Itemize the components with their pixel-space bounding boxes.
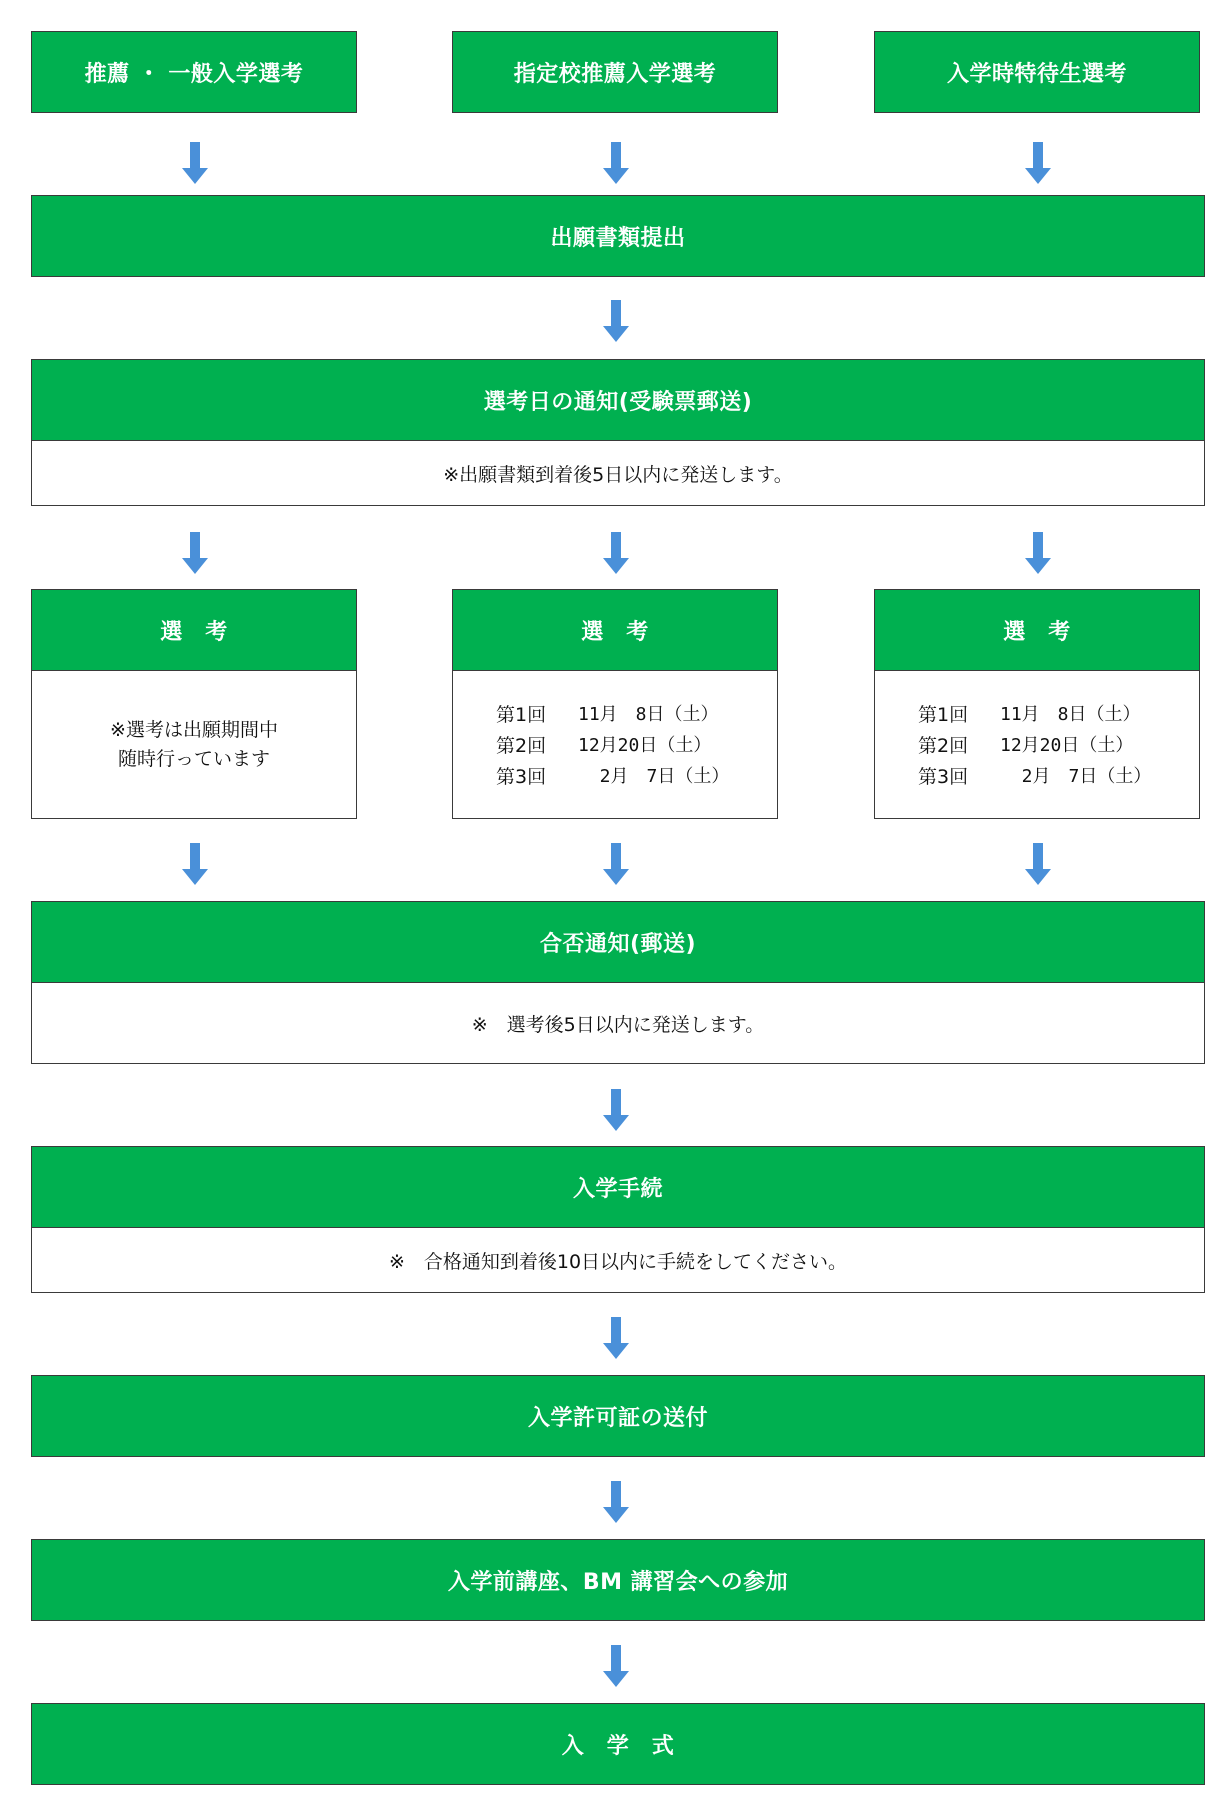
selection-body-1 [31, 670, 357, 819]
step-application-label: 出願書類提出 [550, 225, 686, 251]
step-pre-course-label: 入学前講座、BM 講習会への参加 [447, 1569, 789, 1595]
track-recommend-general-title: 推薦 ・ 一般入学選考 [84, 61, 304, 87]
schedule-round: 第3回 [496, 766, 547, 788]
selection-schedule [496, 700, 734, 789]
step-enrollment-label: 入学手続 [572, 1176, 663, 1202]
selection-body-3 [874, 670, 1200, 819]
track-scholarship [874, 31, 1200, 113]
step-result-notice-note [31, 982, 1205, 1064]
down-arrow-icon [603, 1645, 629, 1687]
down-arrow-icon [1025, 142, 1051, 184]
selection-body-2 [452, 670, 778, 819]
down-arrow-icon [603, 1481, 629, 1523]
step-application [31, 195, 1205, 277]
selection-title: 選 考 [1003, 619, 1071, 645]
track-scholarship-title: 入学時特待生選考 [946, 61, 1127, 87]
schedule-date: 11月 8日（土） [1000, 704, 1141, 725]
step-permit [31, 1375, 1205, 1457]
selection-header-3 [874, 589, 1200, 671]
schedule-date: 2月 7日（土） [1000, 766, 1152, 787]
step-pre-course [31, 1539, 1205, 1621]
track-recommend-general [31, 31, 357, 113]
step-exam-notice-label: 選考日の通知(受験票郵送) [483, 389, 753, 415]
down-arrow-icon [182, 532, 208, 574]
schedule-round: 第1回 [918, 704, 969, 726]
down-arrow-icon [1025, 532, 1051, 574]
down-arrow-icon [603, 532, 629, 574]
selection-anytime-note [110, 716, 278, 774]
schedule-date: 11月 8日（土） [578, 704, 719, 725]
step-ceremony-label: 入 学 式 [561, 1733, 675, 1759]
step-exam-notice [31, 359, 1205, 441]
step-enrollment-note-text: ※ 合格通知到着後10日以内に手続をしてください。 [388, 1250, 848, 1273]
selection-note-line2: 随時行っています [117, 747, 270, 770]
step-enrollment [31, 1146, 1205, 1228]
step-exam-notice-note [31, 440, 1205, 506]
step-result-notice-note-text: ※ 選考後5日以内に発送します。 [471, 1013, 765, 1036]
down-arrow-icon [1025, 843, 1051, 885]
down-arrow-icon [603, 142, 629, 184]
down-arrow-icon [603, 843, 629, 885]
selection-header-2 [452, 589, 778, 671]
selection-title: 選 考 [160, 619, 228, 645]
down-arrow-icon [182, 843, 208, 885]
step-exam-notice-note-text: ※出願書類到着後5日以内に発送します。 [443, 463, 793, 486]
track-designated-school-title: 指定校推薦入学選考 [513, 61, 717, 87]
down-arrow-icon [603, 1317, 629, 1359]
down-arrow-icon [603, 300, 629, 342]
track-designated-school [452, 31, 778, 113]
selection-title: 選 考 [581, 619, 649, 645]
schedule-round: 第1回 [496, 704, 547, 726]
step-permit-label: 入学許可証の送付 [527, 1405, 708, 1431]
schedule-date: 2月 7日（土） [578, 766, 730, 787]
schedule-date: 12月20日（土） [578, 735, 712, 756]
selection-schedule [918, 700, 1156, 789]
schedule-round: 第2回 [918, 735, 969, 757]
step-result-notice [31, 901, 1205, 983]
step-enrollment-note [31, 1227, 1205, 1293]
step-ceremony [31, 1703, 1205, 1785]
schedule-date: 12月20日（土） [1000, 735, 1134, 756]
down-arrow-icon [182, 142, 208, 184]
schedule-round: 第3回 [918, 766, 969, 788]
schedule-round: 第2回 [496, 735, 547, 757]
selection-header-1 [31, 589, 357, 671]
down-arrow-icon [603, 1089, 629, 1131]
step-result-notice-label: 合否通知(郵送) [539, 931, 697, 957]
selection-note-line1: ※選考は出願期間中 [110, 718, 278, 741]
